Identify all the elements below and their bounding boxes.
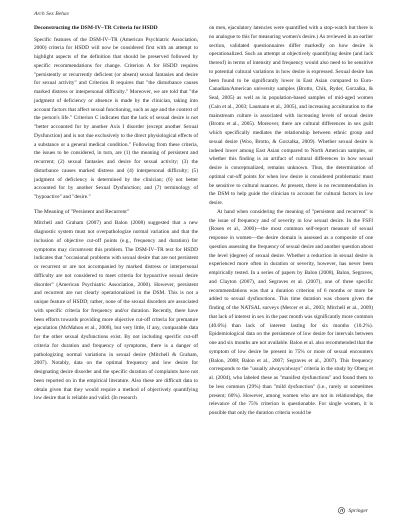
paragraph: Mitchell and Graham (2007) and Balon (2008) suggested that a new diagnostic system must not overpathologize normal variation and that the inclusion of objective cut-off points (e.g., frequency and duration) for symptoms may circumvent this problem. The DSM-IV–TR text for HSDD indicates that "occasional problems with sexual desire that are not persistent or recurrent or are not accompanied by marked distress or interpersonal difficulty are not considered to meet criteria for hypoactive sexual desire disorder" (American Psychiatric Association, 2000). However, persistent and recurrent are not clearly operationalized in the DSM. This is not a unique feature of HSDD; rather, none of the sexual disorders are associated with specific criteria for frequency and/or duration. Recently, there have been efforts towards providing more objective cut-off criteria for premature ejaculation (McMahon et al., 2008), but very little, if any, comparable data for the other sexual dysfunctions exist. By not including specific cut-off criteria for duration and frequency of symptoms, there is a danger of pathologizing normal variations in sexual desire (Mitchell & Graham, 2007). Notably, data on the optimal frequency and low desire for designating desire disorder and the specific duration of complaints have not been reported on in the empirical literature. Also these are difficult data to obtain given that they would require a method of objectively quantifying low desire that is reliable and valid. (In research — [34, 220, 198, 402]
paragraph: At hand when considering the meaning of "persistent and recurrent" is the issue of frequency and of severity in low sexual desire. In the FSFI (Rosen et al., 2000)—the most common self-report measure of sexual response in women—the desire domain is assessed as a composite of one question assessing the frequency of sexual desire and another question about the level (degree) of sexual desire. Whether a reduction in sexual desire is experienced more often in duration or severity, however, has never been empirically tested. In a series of papers by Balon (2008), Balon, Segraves, and Clayton (2007), and Segraves et al. (2007), one of three specific recommendations was that a duration criterion of 6 months or more be added to sexual dysfunctions. This time duration was chosen given the finding of the NATSAL surveys (Mercer et al., 2003; Mitchell et al., 2009) that lack of interest in sex in the past month was significantly more common (40.6%) than lack of interest lasting for six months (10.2%). Epidemiological data on the persistence of low desire for intervals between one and six months are not available. Balon et al. also recommended that the symptom of low desire be present in 75% or more of sexual encounters (Balon, 2008; Balon et al., 2007; Segraves et al., 2007). This frequency corresponds to the "usually always/always" criteria in the study by Oberg et al. (2004), who labeled these as "manifest dysfunctions" and found them to be less common (29%) than "mild dysfunction" (i.e., rarely or sometimes present; 60%). However, among women who are not in relationships, the relevance of the 75% criterion is questionable. For single women, it is possible that only the duration criteria would be — [209, 208, 373, 416]
paragraph: on men, ejaculatory latencies were quantified with a stop-watch but there is no analogue to this for measuring women's desire.) As reviewed in an earlier section, validated questionnaires differ markedly on how desire is operationalized. Such an attempt at objectively quantifying desire (and lack thereof) in terms of intensity and frequency would also need to be sensitive to potential cultural variations in how desire is expressed. Sexual desire has been found to be significantly lower in East Asian compared to Euro-Canadian/American university samples (Brotto, Chik, Ryder, Gorzalka, & Seal, 2005) as well as in population-based samples of mid-aged women (Cain et al., 2003; Laumann et al., 2005), and increasing acculturation to the mainstream culture is associated with increasing levels of sexual desire (Brotto et al., 2005). Moreover, there are cultural differences in sex guilt which specifically mediates the relationship between ethnic group and sexual desire (Woo, Brotto, & Gorzalka, 2009). Whether sexual desire is indeed lower among East Asian compared to North American samples, or whether this finding is an artifact of cultural differences in how sexual desire is conceptualized, remains unknown. Thus, the determination of optimal cut-off points for when low desire is considered problematic must be sensitive to cultural nuances. At present, there is no recommendation in the DSM to help guide the clinician to account for cultural factors in low desire. — [209, 25, 373, 206]
paragraph: Specific features of the DSM-IV–TR (American Psychiatric Association, 2000) criteria for HSDD will now be considered first with an attempt to highlight aspects of the definition that should be preserved followed by specific recommendations for change. Criterion A for HSDD requires "persistently or recurrently deficient (or absent) sexual fantasies and desire for sexual activity" and Criterion B requires that "the disturbance causes marked distress or interpersonal difficulty." Moreover, we are told that "the judgment of deficiency or absence is made by the clinician, taking into account factors that affect sexual functioning, such as age and the context of the person's life." Criterion C indicates that the lack of sexual desire is not "better accounted for by another Axis I disorder (except another Sexual Dysfunction) and is not due exclusively to the direct physiological effects of a substance or a general medical condition." Following from these criteria, the issues to be considered, in turn, are (1) the meaning of persistent and recurrent; (2) sexual fantasies and desire for sexual activity; (3) the disturbance causes marked distress and (4) interpersonal difficulty; (5) judgment of deficiency is determined by the clinician; (6) not better accounted for by another Sexual Dysfunction; and (7) terminology of "hypoactive" and "desire." — [34, 36, 198, 200]
springer-horse-icon — [338, 507, 345, 514]
publisher-footer — [338, 507, 368, 514]
right-column — [209, 24, 373, 418]
running-header: Arch Sex Behav — [34, 11, 70, 17]
publisher-name: Springer — [348, 507, 368, 514]
subsection-heading: The Meaning of "Persistent and Recurrent" — [34, 208, 130, 215]
left-column — [34, 24, 198, 403]
section-heading: Deconstructing the DSM-IV–TR Criteria for HSDD — [34, 25, 158, 31]
